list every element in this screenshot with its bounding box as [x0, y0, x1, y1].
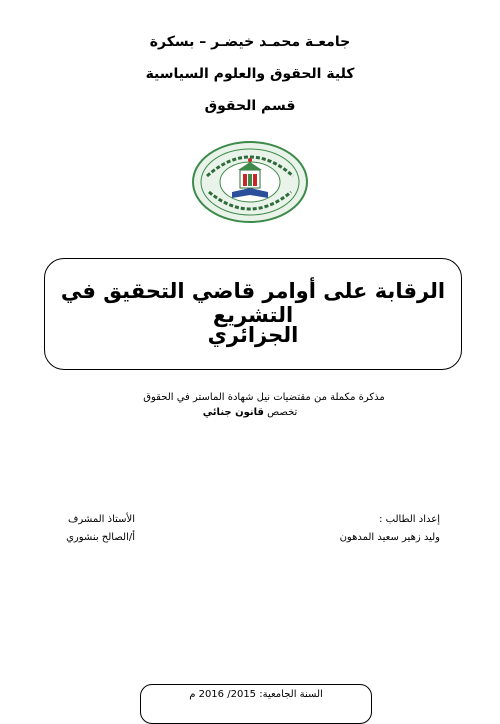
academic-year-box: [140, 684, 372, 724]
university-name: جامعـة محمـد خيضـر – بسكرة: [149, 34, 351, 50]
faculty-name: كلية الحقوق والعلوم السياسية: [145, 66, 355, 82]
thesis-title-box: [44, 258, 462, 370]
specialty-prefix: تخصص: [267, 407, 298, 418]
specialty-line: [0, 407, 500, 418]
thesis-title-line-2: الجزائري: [207, 323, 299, 347]
thesis-title-line-1: الرقابة على أوامر قاضي التحقيق في التشريع: [60, 279, 446, 327]
university-seal-logo: [191, 140, 309, 224]
memo-description: مذكرة مكملة من مقتضيات نيل شهادة الماستر في الحقوق: [143, 392, 385, 403]
student-label: إعداد الطالب :: [379, 514, 440, 525]
student-name: وليد زهير سعيد المدهون: [339, 532, 440, 543]
specialty-name: قانون جنائي: [202, 407, 264, 418]
supervisor-label: الأستاذ المشرف: [68, 514, 135, 525]
department-name: قسم الحقوق: [204, 98, 296, 114]
supervisor-name: أ/الصالح بنشوري: [66, 532, 135, 543]
academic-year: السنة الجامعية: 2015/ 2016 م: [189, 689, 323, 700]
